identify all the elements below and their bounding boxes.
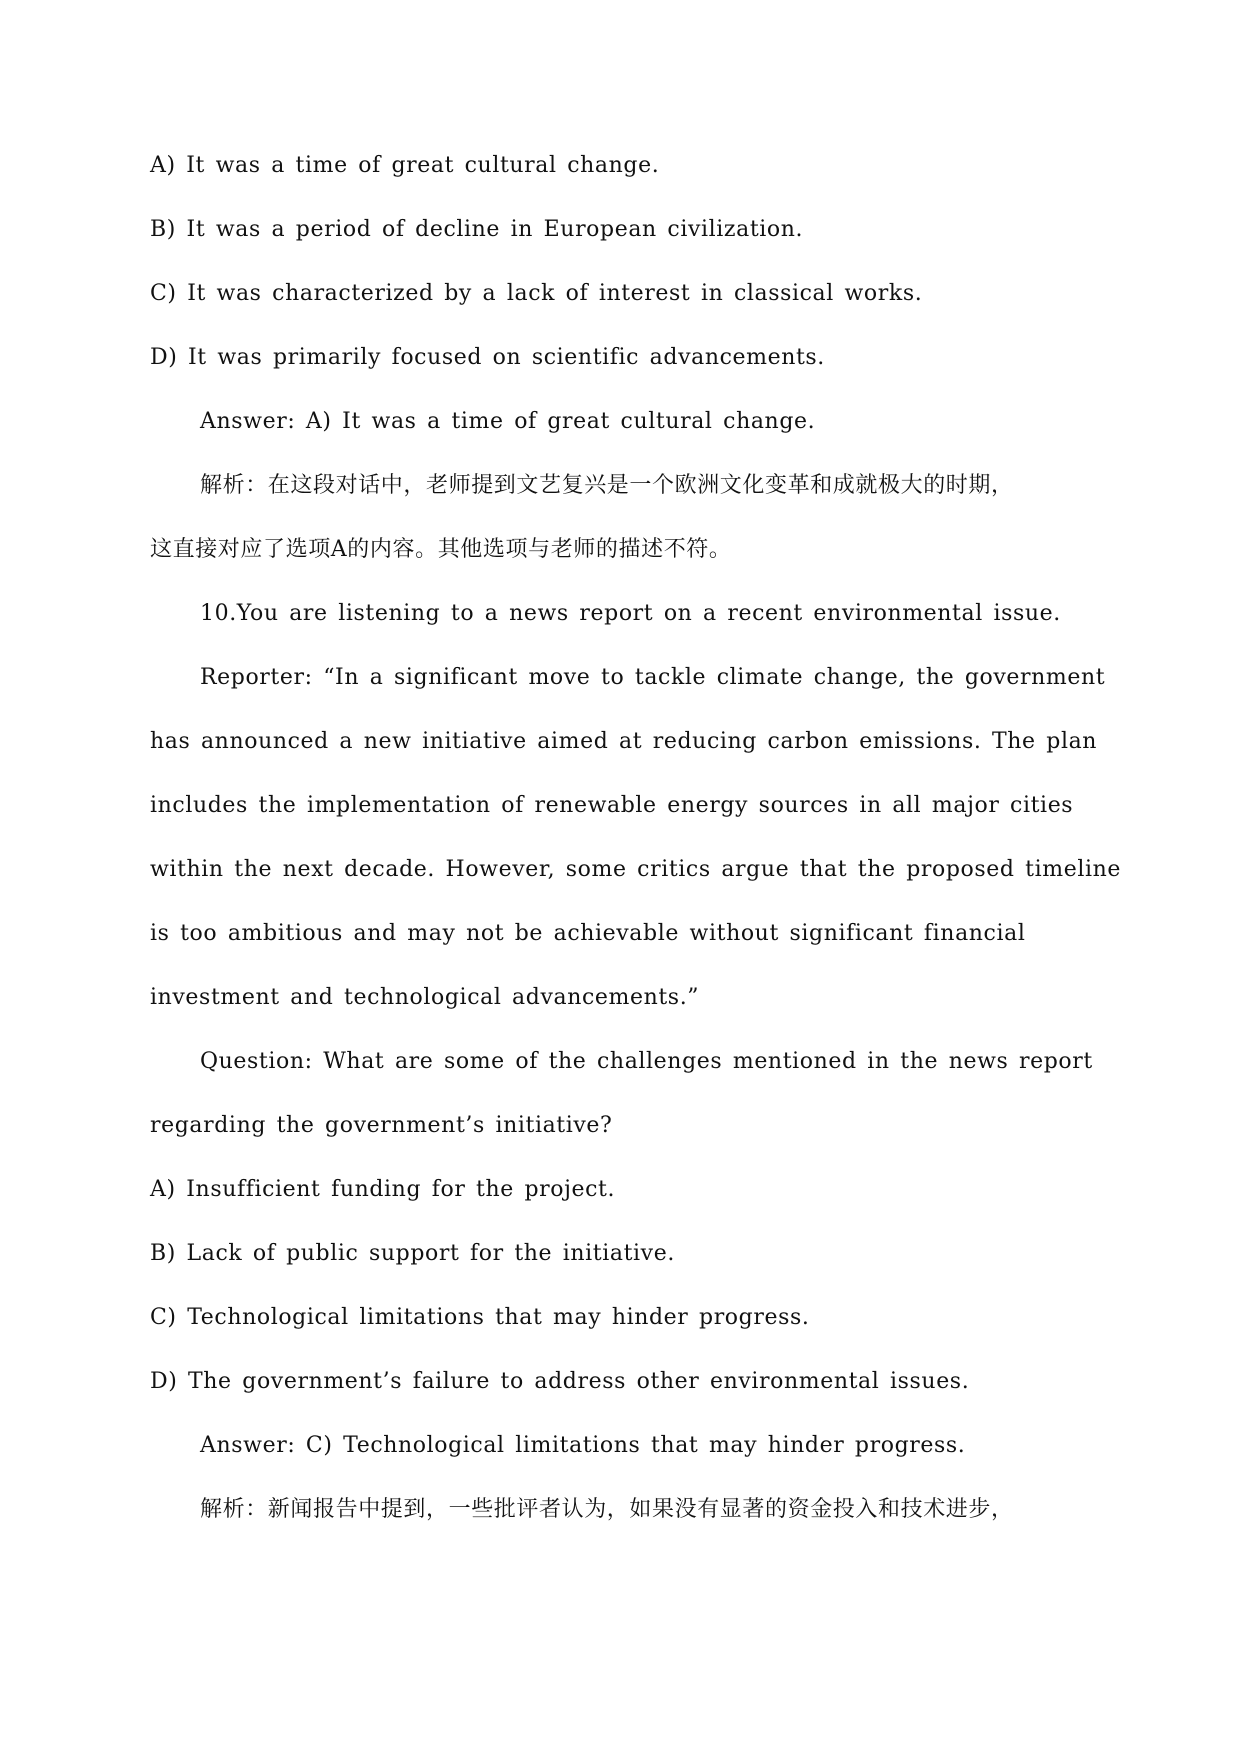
option-a: A) It was a time of great cultural change. bbox=[150, 153, 660, 178]
explanation-line: 解析：新闻报告中提到，一些批评者认为，如果没有显著的资金投入和技术进步， bbox=[200, 1497, 1014, 1522]
question-line: regarding the government’s initiative? bbox=[150, 1113, 613, 1138]
option-a: A) Insufficient funding for the project. bbox=[150, 1177, 616, 1202]
transcript-line: investment and technological advancements.” bbox=[150, 985, 700, 1010]
transcript-line: is too ambitious and may not be achievable without significant financial bbox=[150, 921, 1026, 946]
transcript-line: Reporter: “In a significant move to tackle climate change, the government bbox=[200, 665, 1106, 690]
transcript-line: includes the implementation of renewable energy sources in all major cities bbox=[150, 793, 1074, 818]
option-b: B) Lack of public support for the initiative. bbox=[150, 1241, 675, 1266]
answer-line: Answer: A) It was a time of great cultural change. bbox=[200, 409, 816, 434]
transcript-line: has announced a new initiative aimed at reducing carbon emissions. The plan bbox=[150, 729, 1098, 754]
option-c: C) Technological limitations that may hinder progress. bbox=[150, 1305, 810, 1330]
question-heading: 10.You are listening to a news report on a recent environmental issue. bbox=[200, 601, 1061, 626]
transcript-line: within the next decade. However, some critics argue that the proposed timeline bbox=[150, 857, 1121, 882]
explanation-line: 解析：在这段对话中，老师提到文艺复兴是一个欧洲文化变革和成就极大的时期， bbox=[200, 473, 1014, 498]
explanation-line: 这直接对应了选项A的内容。其他选项与老师的描述不符。 bbox=[150, 537, 732, 562]
option-d: D) It was primarily focused on scientific advancements. bbox=[150, 345, 825, 370]
option-d: D) The government’s failure to address other environmental issues. bbox=[150, 1369, 970, 1394]
answer-line: Answer: C) Technological limitations that may hinder progress. bbox=[200, 1433, 966, 1458]
option-c: C) It was characterized by a lack of interest in classical works. bbox=[150, 281, 923, 306]
question-line: Question: What are some of the challenges mentioned in the news report bbox=[200, 1049, 1093, 1074]
option-b: B) It was a period of decline in European civilization. bbox=[150, 217, 804, 242]
